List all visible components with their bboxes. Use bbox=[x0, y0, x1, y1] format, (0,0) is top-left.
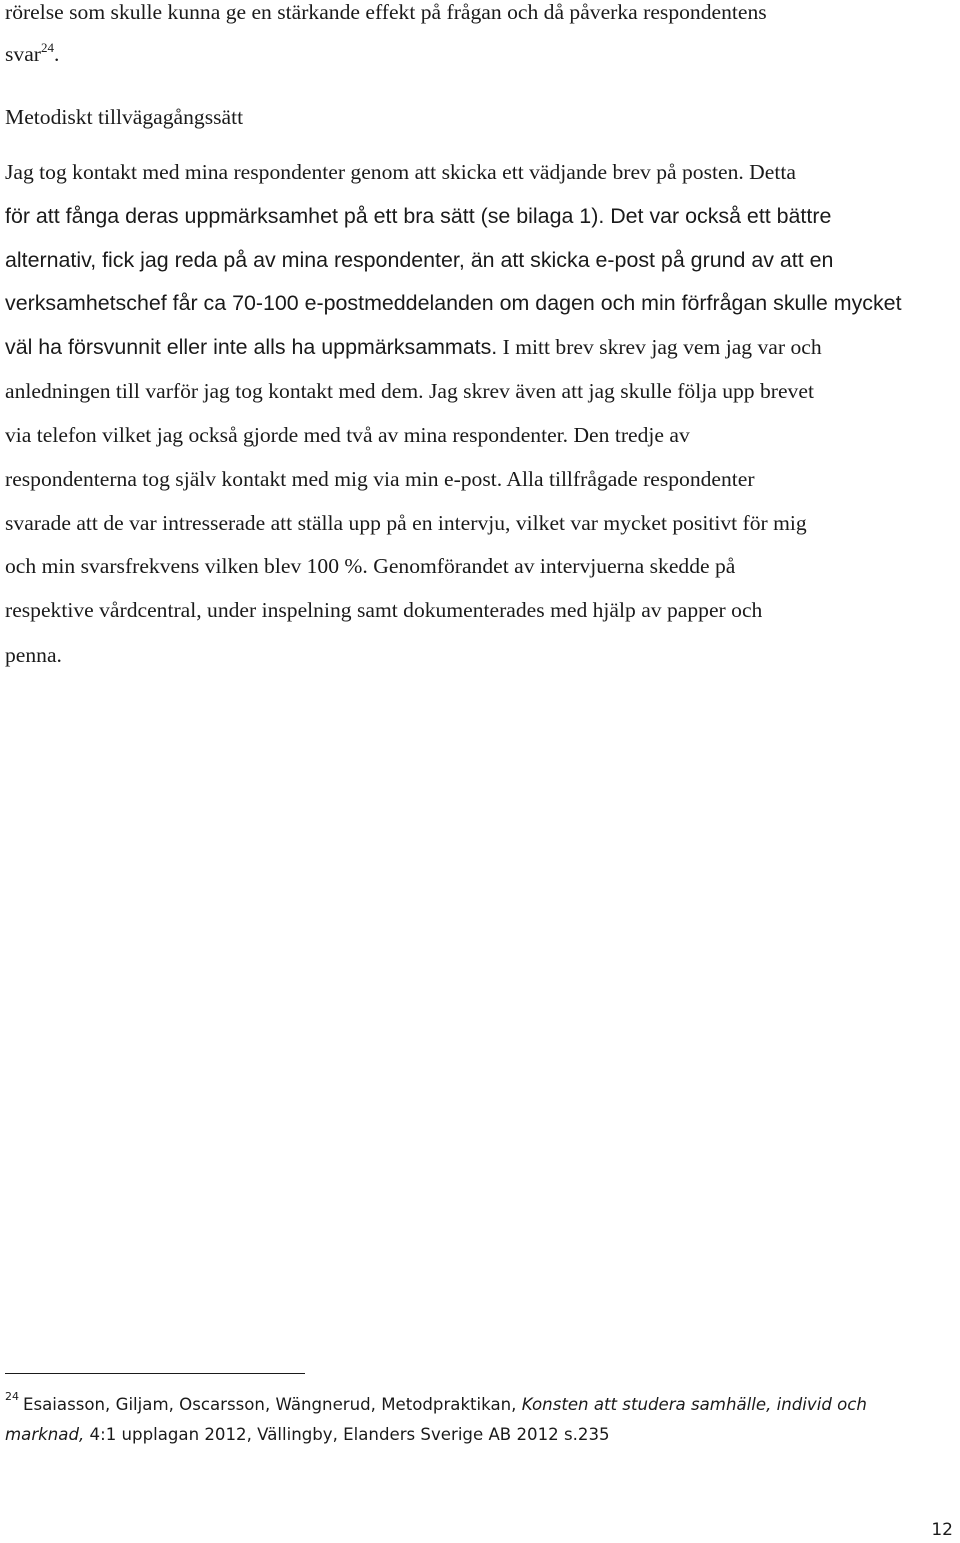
line-text: via telefon vilket jag också gjorde med två av mina respondenter. bbox=[5, 423, 569, 447]
line-text: respondenterna tog själv kontakt med mig via min e-post. bbox=[5, 467, 503, 491]
line-text: Genomförandet av intervjuerna skedde på bbox=[367, 554, 736, 578]
paragraph-line: penna. bbox=[5, 643, 62, 667]
paragraph-line bbox=[5, 206, 831, 228]
line-text: anledningen till varför jag tog kontakt med dem. bbox=[5, 379, 424, 403]
text-line bbox=[5, 2, 767, 24]
section-heading: Metodiskt tillvägagångssätt bbox=[5, 105, 244, 129]
paragraph-line: svarade att de var intresserade att ställa upp på en intervju, vilket var mycket positivt för mig bbox=[5, 511, 807, 535]
line-text: rörelse som skulle kunna ge en stärkande effekt på frågan och då påverka respondentens bbox=[5, 0, 767, 24]
line-text: väl ha försvunnit eller inte alls ha uppmärksammats. bbox=[5, 335, 498, 359]
text-line bbox=[5, 40, 60, 66]
footnote-line bbox=[5, 1390, 867, 1414]
line-text: och min svarsfrekvens vilken blev 100 %. bbox=[5, 554, 368, 578]
line-text: . bbox=[53, 42, 60, 66]
page-number: 12 bbox=[931, 1520, 953, 1540]
footnote-text: Esaiasson, Giljam, Oscarsson, Wängnerud, Metodpraktikan, bbox=[23, 1395, 522, 1414]
paragraph-line: alternativ, fick jag reda på av mina respondenter, än att skicka e-post på grund av att en bbox=[5, 248, 834, 272]
paragraph-line bbox=[5, 381, 814, 403]
footnote-title: Konsten att studera samhälle, individ och bbox=[521, 1395, 867, 1414]
footnote-line bbox=[5, 1427, 610, 1444]
footnote-text: 4:1 upplagan 2012, Vällingby, Elanders Sverige AB 2012 s.235 bbox=[84, 1425, 610, 1444]
line-text: Alla tillfrågade respondenter bbox=[502, 467, 755, 491]
line-text: Det var också ett bättre bbox=[604, 204, 832, 228]
line-text: I mitt brev skrev jag vem jag var och bbox=[497, 335, 822, 359]
footnote-number: 24 bbox=[5, 1390, 19, 1403]
paragraph-line bbox=[5, 556, 735, 578]
footnote-separator bbox=[5, 1373, 305, 1374]
line-text: Den tredje av bbox=[568, 423, 690, 447]
footnote-title: marknad, bbox=[5, 1425, 85, 1444]
paragraph-line bbox=[5, 425, 690, 447]
paragraph-line: Jag tog kontakt med mina respondenter genom att skicka ett vädjande brev på posten. Detta bbox=[5, 160, 796, 184]
line-text: för att fånga deras uppmärksamhet på ett bra sätt (se bilaga 1). bbox=[5, 204, 605, 228]
paragraph-line: verksamhetschef får ca 70-100 e-postmeddelanden om dagen och min förfrågan skulle mycket bbox=[5, 291, 902, 315]
paragraph-line bbox=[5, 469, 755, 491]
footnote-reference[interactable]: 24 bbox=[40, 40, 54, 55]
line-text: svar bbox=[5, 42, 41, 66]
paragraph-line bbox=[5, 337, 822, 359]
paragraph-line: respektive vårdcentral, under inspelning samt dokumenterades med hjälp av papper och bbox=[5, 598, 763, 622]
line-text: Jag skrev även att jag skulle följa upp brevet bbox=[423, 379, 814, 403]
